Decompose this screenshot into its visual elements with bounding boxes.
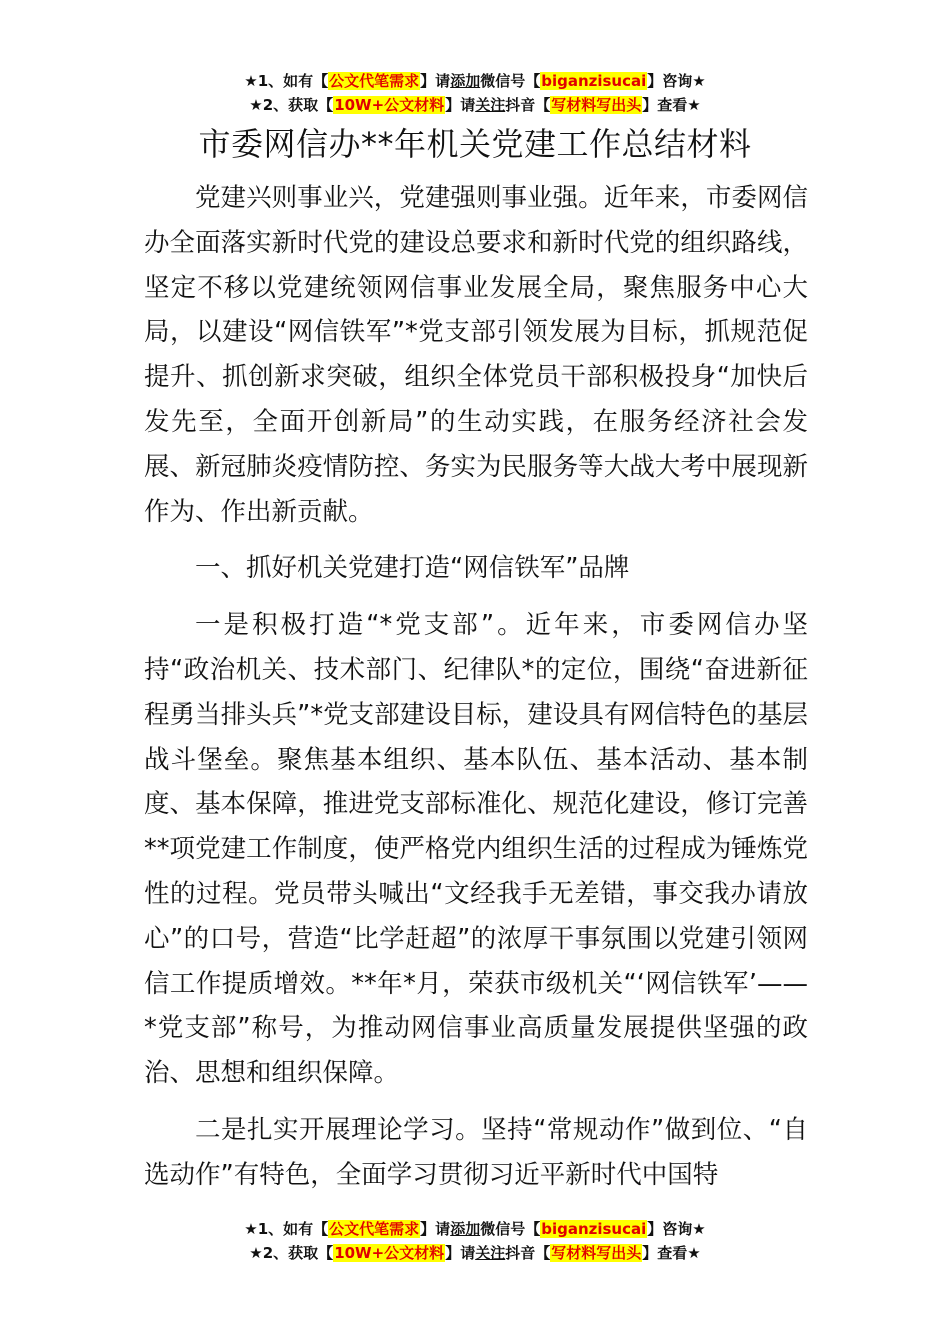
promo-line-2-suffix: 】查看★ — [642, 1244, 701, 1262]
promo-line-2-mid: 】请 — [445, 1244, 476, 1262]
promo-line-2-suffix: 】查看★ — [642, 96, 701, 114]
section-heading-1: 一、抓好机关党建打造“网信铁军”品牌 — [195, 553, 630, 584]
promo-highlight-douyin-account: 写材料写出头 — [551, 1244, 642, 1262]
document-body — [144, 176, 808, 1210]
promo-banner-bottom — [0, 1217, 950, 1265]
promo-highlight-materials: 10W+公文材料 — [334, 1244, 445, 1262]
promo-highlight-wechat-id: biganzisucai — [541, 72, 647, 90]
paragraph-point-1: 一是积极打造“*党支部”。近年来，市委网信办坚持“政治机关、技术部门、纪律队*的定位，围绕“奋进新征程勇当排头兵”*党支部建设目标，建设具有网信特色的基层战斗堡垒。聚焦基本组织、基本队伍、基本活动、基本制度、基本保障，推进党支部标准化、规范化建设，修订完善**项党建工作制度，使严格党内组织生活的过程成为锤炼党性的过程。党员带头喊出“文经我手无差错，事交我办请放心”的口号，营造“比学赶超”的浓厚干事氛围以党建引领网信工作提质增效。**年*月，荣获市级机关“‘网信铁军’——*党支部”称号，为推动网信事业高质量发展提供坚强的政治、思想和组织保障。 — [144, 610, 808, 1089]
promo-line-2-prefix: ★2、获取【 — [249, 1244, 334, 1262]
promo-line-1-mid: 】请 — [420, 1220, 451, 1238]
promo-line-2-underlined: 关注 — [475, 1244, 506, 1262]
promo-line-1-mid2: 微信号【 — [480, 72, 541, 90]
promo-line-1-suffix: 】咨询★ — [647, 72, 706, 90]
promo-line-1 — [0, 69, 950, 93]
paragraph-intro: 党建兴则事业兴，党建强则事业强。近年来，市委网信办全面落实新时代党的建设总要求和新时代党的组织路线，坚定不移以党建统领网信事业发展全局，聚焦服务中心大局，以建设“网信铁军”*党支部引领发展为目标，抓规范促提升、抓创新求突破，组织全体党员干部积极投身“加快后发先至，全面开创新局”的生动实践，在服务经济社会发展、新冠肺炎疫情防控、务实为民服务等大战大考中展现新作为、作出新贡献。 — [144, 183, 808, 527]
promo-line-1-underlined: 添加 — [450, 72, 481, 90]
promo-highlight-service: 公文代笔需求 — [329, 72, 420, 90]
promo-line-2-underlined: 关注 — [475, 96, 506, 114]
promo-banner-top — [0, 69, 950, 117]
promo-line-2-mid2: 抖音【 — [505, 96, 551, 114]
promo-line-2-prefix: ★2、获取【 — [249, 96, 334, 114]
promo-line-1-mid2: 微信号【 — [480, 1220, 541, 1238]
promo-line-2-bottom — [0, 1241, 950, 1265]
promo-line-1-mid: 】请 — [420, 72, 451, 90]
promo-highlight-wechat-id: biganzisucai — [541, 1220, 647, 1238]
promo-highlight-douyin-account: 写材料写出头 — [551, 96, 642, 114]
promo-line-1-bottom — [0, 1217, 950, 1241]
promo-line-1-prefix: ★1、如有【 — [244, 72, 329, 90]
promo-line-2-mid2: 抖音【 — [505, 1244, 551, 1262]
paragraph-point-2: 二是扎实开展理论学习。坚持“常规动作”做到位、“自选动作”有特色，全面学习贯彻习近平新时代中国特 — [144, 1114, 808, 1190]
promo-highlight-service: 公文代笔需求 — [329, 1220, 420, 1238]
promo-line-2 — [0, 93, 950, 117]
promo-line-1-prefix: ★1、如有【 — [244, 1220, 329, 1238]
document-title: 市委网信办**年机关党建工作总结材料 — [198, 125, 752, 163]
promo-line-2-mid: 】请 — [445, 96, 476, 114]
promo-highlight-materials: 10W+公文材料 — [334, 96, 445, 114]
promo-line-1-underlined: 添加 — [450, 1220, 481, 1238]
promo-line-1-suffix: 】咨询★ — [647, 1220, 706, 1238]
